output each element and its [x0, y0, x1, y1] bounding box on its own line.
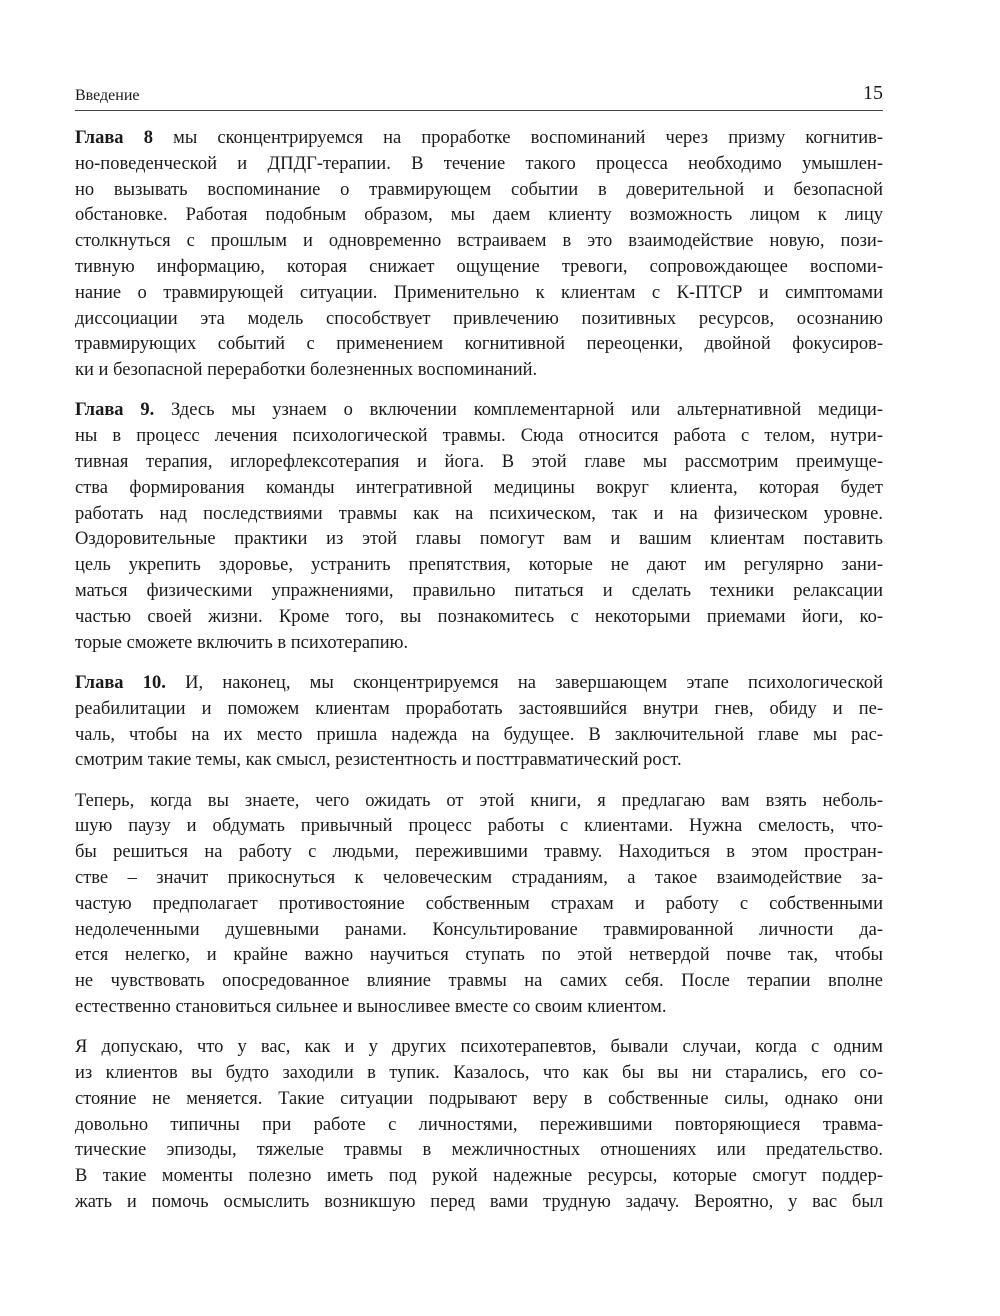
line-text: но-поведенческой и ДПДГ-терапии. В течение такого процесса необходимо умышлен- — [75, 153, 883, 174]
line-text: торые сможете включить в психотерапию. — [75, 632, 409, 653]
text-line — [75, 255, 883, 281]
text-line — [75, 943, 883, 969]
line-text: частью своей жизни. Кроме того, вы познакомитесь с некоторыми приемами йоги, ко- — [75, 606, 883, 627]
page-header — [75, 80, 883, 111]
text-line — [75, 553, 883, 579]
line-text: нание о травмирующей ситуации. Применительно к клиентам с К-ПТСР и симптомами — [75, 282, 883, 303]
paragraph — [75, 789, 883, 1021]
text-line — [75, 398, 883, 424]
text-line — [75, 631, 883, 657]
line-text: тивная терапия, иглорефлексотерапия и йога. В этой главе мы рассмотрим преимуще- — [75, 452, 883, 473]
text-line — [75, 995, 883, 1021]
text-line — [75, 1113, 883, 1139]
text-line — [75, 748, 883, 774]
line-text: маться физическими упражнениями, правильно питаться и сделать техники релаксации — [75, 581, 883, 602]
text-line — [75, 789, 883, 815]
paragraph — [75, 398, 883, 656]
line-text: ется нелегко, и крайне важно научиться ступать по этой нетвердой почве так, чтобы — [75, 945, 883, 966]
paragraph — [75, 126, 883, 384]
running-title: Введение — [75, 87, 140, 104]
text-line — [75, 723, 883, 749]
text-line — [75, 229, 883, 255]
text-line — [75, 1087, 883, 1113]
line-text: мы сконцентрируемся на проработке воспоминаний через призму когнитив- — [152, 128, 883, 148]
text-line — [75, 1061, 883, 1087]
line-text: Теперь, когда вы знаете, чего ожидать от этой книги, я предлагаю вам взять неболь- — [75, 790, 883, 811]
text-line — [75, 866, 883, 892]
line-text: но вызывать воспоминание о травмирующем событии в доверительной и безопасной — [75, 179, 883, 200]
line-text: Я допускаю, что у вас, как и у других психотерапевтов, бывали случаи, когда с одним — [75, 1037, 883, 1058]
text-line — [75, 281, 883, 307]
paragraph — [75, 671, 883, 774]
text-line — [75, 307, 883, 333]
line-text: обстановке. Работая подобным образом, мы даем клиенту возможность лицом к лицу — [75, 205, 883, 226]
line-text: тические эпизоды, тяжелые травмы в межличностных отношениях или предательство. — [75, 1140, 883, 1161]
line-text: цель укрепить здоровье, устранить препятствия, которые не дают им регулярно зани- — [75, 555, 883, 576]
line-text: стояние не меняется. Такие ситуации подрывают веру в собственные силы, однако они — [75, 1088, 883, 1109]
line-text: довольно типичны при работе с личностями, пережившими повторяющиеся травма- — [75, 1114, 883, 1135]
line-text: из клиентов вы будто заходили в тупик. Казалось, что как бы вы ни старались, его со- — [75, 1063, 883, 1084]
text-line — [75, 969, 883, 995]
text-line — [75, 579, 883, 605]
line-text: И, наконец, мы сконцентрируемся на завершающем этапе психологической — [165, 672, 883, 693]
line-text: Здесь мы узнаем о включении комплементарной или альтернативной медици- — [154, 400, 883, 421]
text-line — [75, 178, 883, 204]
text-line — [75, 476, 883, 502]
text-line — [75, 918, 883, 944]
paragraph — [75, 1035, 883, 1216]
text-line — [75, 1138, 883, 1164]
body-text — [75, 126, 883, 1230]
line-text: столкнуться с прошлым и одновременно встраиваем в это взаимодействие новую, пози- — [75, 231, 883, 252]
line-text: ства формирования команды интегративной медицины вокруг клиента, которая будет — [75, 477, 883, 498]
line-text: шую паузу и обдумать привычный процесс работы с клиентами. Нужна смелость, что- — [75, 816, 883, 837]
text-line — [75, 502, 883, 528]
chapter-lead: Глава 8 — [75, 128, 153, 148]
text-line — [75, 126, 883, 152]
page-number: 15 — [863, 82, 883, 104]
line-text: диссоциации эта модель способствует привлечению позитивных ресурсов, осознанию — [75, 308, 883, 329]
text-line — [75, 671, 883, 697]
text-line — [75, 203, 883, 229]
line-text: стве – значит прикоснуться к человеческим страданиям, а такое взаимодействие за- — [75, 868, 883, 889]
text-line — [75, 450, 883, 476]
line-text: частую предполагает противостояние собственным страхам и работу с собственными — [75, 893, 883, 914]
line-text: чаль, чтобы на их место пришла надежда на будущее. В заключительной главе мы рас- — [75, 724, 883, 745]
text-line — [75, 814, 883, 840]
text-line — [75, 697, 883, 723]
line-text: естественно становиться сильнее и выносливее вместе со своим клиентом. — [75, 997, 667, 1017]
text-line — [75, 527, 883, 553]
line-text: ки и безопасной переработки болезненных воспоминаний. — [75, 360, 538, 381]
text-line — [75, 358, 883, 384]
line-text: жать и помочь осмыслить возникшую перед вами трудную задачу. Вероятно, у вас был — [75, 1192, 883, 1213]
line-text: не чувствовать опосредованное влияние травмы на самих себя. После терапии вполне — [75, 971, 883, 992]
text-line — [75, 1035, 883, 1061]
text-line — [75, 1164, 883, 1190]
line-text: ны в процесс лечения психологической травмы. Сюда относится работа с телом, нутри- — [75, 426, 883, 447]
line-text: недолеченными душевными ранами. Консультирование травмированной личности да- — [75, 919, 883, 940]
text-line — [75, 332, 883, 358]
text-line — [75, 152, 883, 178]
line-text: тивную информацию, которая снижает ощущение тревоги, сопровождающее воспоми- — [75, 256, 883, 277]
line-text: бы решиться на работу с людьми, пережившими травму. Находиться в этом простран- — [75, 842, 883, 863]
line-text: смотрим такие темы, как смысл, резистентность и посттравматический рост. — [75, 750, 682, 771]
chapter-lead: Глава 9. — [75, 400, 155, 421]
line-text: реабилитации и поможем клиентам проработать застоявшийся внутри гнев, обиду и пе- — [75, 698, 883, 719]
line-text: работать над последствиями травмы как на психическом, так и на физическом уровне. — [75, 503, 883, 524]
line-text: Оздоровительные практики из этой главы помогут вам и вашим клиентам поставить — [75, 529, 883, 550]
text-line — [75, 840, 883, 866]
text-line — [75, 1190, 883, 1216]
text-line — [75, 424, 883, 450]
chapter-lead: Глава 10. — [75, 672, 166, 693]
text-line — [75, 605, 883, 631]
line-text: травмирующих событий с применением когнитивной переоценки, двойной фокусиров- — [75, 334, 883, 355]
text-line — [75, 892, 883, 918]
line-text: В такие моменты полезно иметь под рукой надежные ресурсы, которые смогут поддер- — [75, 1166, 883, 1187]
